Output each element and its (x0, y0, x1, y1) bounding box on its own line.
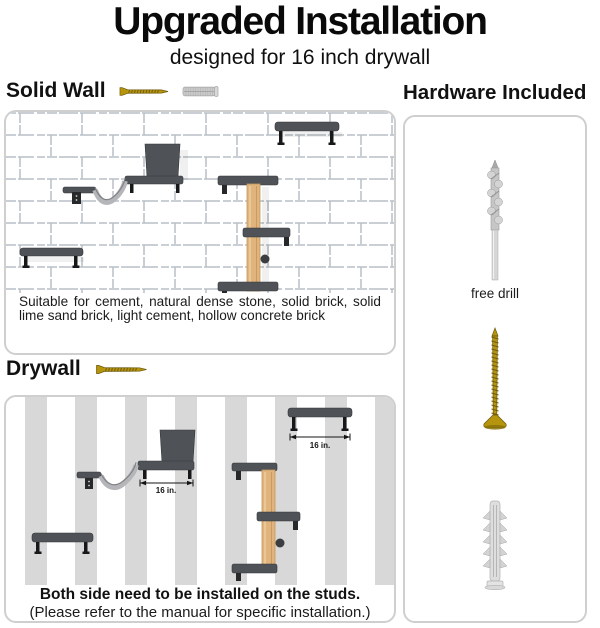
drill-bit-icon (486, 159, 504, 281)
screw-icon (94, 362, 149, 377)
screw-icon (119, 84, 169, 99)
solid-wall-heading: Solid Wall (6, 79, 106, 102)
dimension-label: 16 in. (309, 441, 331, 450)
wall-anchor-icon (477, 499, 513, 591)
hardware-panel (403, 115, 587, 623)
brick-wall-illustration (6, 112, 394, 293)
solid-wall-panel (4, 110, 396, 355)
page-subtitle: designed for 16 inch drywall (169, 46, 431, 69)
drill-label: free drill (470, 286, 519, 301)
solid-wall-header (6, 79, 219, 103)
screw-icon (480, 327, 510, 433)
drywall-header (6, 357, 149, 381)
hardware-heading: Hardware Included (403, 81, 587, 104)
page-title: Upgraded Installation (113, 0, 487, 43)
drywall-note-bold: Both side need to be installed on the studs. (39, 586, 361, 603)
dimension-label: 16 in. (155, 486, 177, 495)
wall-anchor-icon (182, 85, 219, 98)
drywall-note-plain: (Please refer to the manual for specific installation.) (29, 604, 371, 621)
drywall-panel (4, 395, 396, 623)
wall-studs (25, 397, 394, 585)
drywall-heading: Drywall (6, 357, 81, 380)
drywall-illustration (6, 397, 394, 585)
solid-wall-description: Suitable for cement, natural dense stone, solid brick, solid lime sand brick, light cement, hollow concrete brick (19, 294, 381, 324)
